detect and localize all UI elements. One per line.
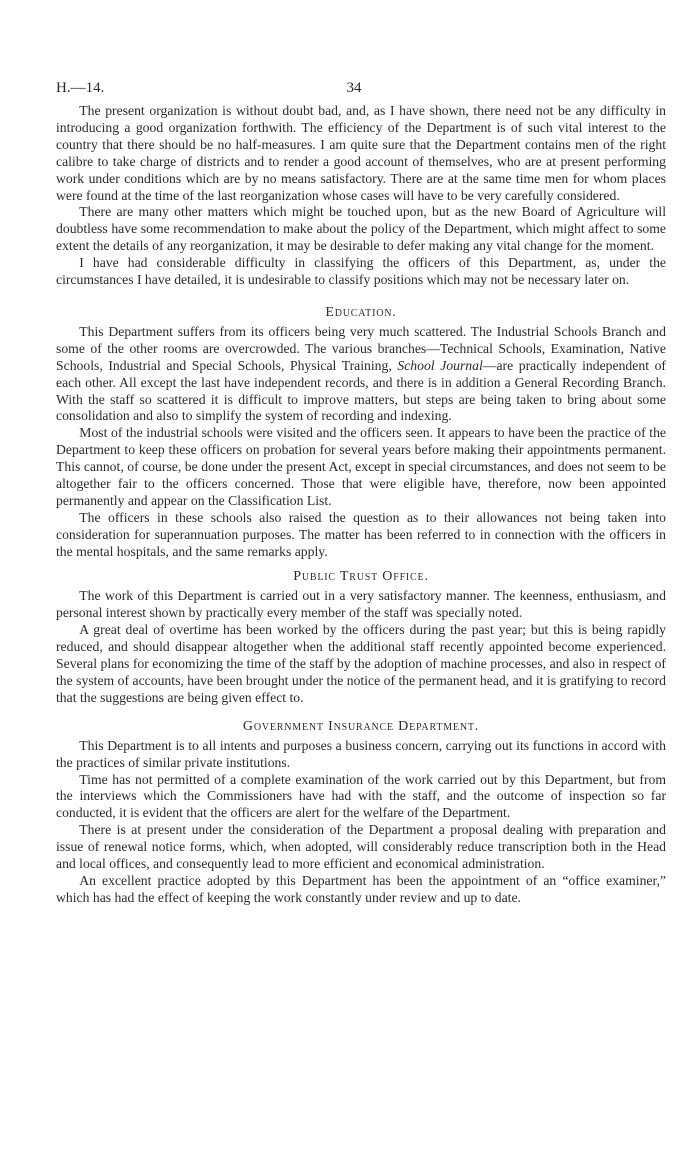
body-paragraph: An excellent practice adopted by this Department has been the appointment of an “office examiner,” which has had the effect of keeping the work constantly under review and up to date. — [56, 872, 666, 905]
section-heading-public-trust: Public Trust Office. — [293, 568, 429, 584]
body-paragraph: The officers in these schools also raised the question as to their allowances not being taken into consideration for superannuation purposes. The matter has been referred to in connection with the officers in the mental hospitals, and the same remarks apply. — [56, 509, 666, 559]
body-paragraph — [56, 324, 666, 425]
document-reference: H.—14. — [56, 80, 105, 96]
education-section — [56, 305, 666, 561]
agriculture-conclusion-section — [56, 103, 666, 289]
body-paragraph: There is at present under the consideration of the Department a proposal dealing with preparation and issue of renewal notice forms, which, when adopted, will considerably reduce transcription both in the Head and local offices, and consequently lead to more efficient and economical administration. — [56, 822, 666, 872]
body-paragraph: The work of this Department is carried out in a very satisfactory manner. The keenness, enthusiasm, and personal interest shown by practically every member of the staff was specially noted. — [56, 588, 666, 621]
page-body — [56, 103, 666, 907]
section-heading-education: Education. — [325, 304, 397, 320]
page-number: 34 — [346, 80, 362, 96]
page-header — [56, 80, 652, 100]
insurance-section — [56, 719, 666, 907]
body-paragraph: I have had considerable difficulty in classifying the officers of this Department, as, under the circumstances I have detailed, it is undesirable to classify positions which may not be necessary later on. — [56, 255, 666, 288]
body-paragraph: Most of the industrial schools were visited and the officers seen. It appears to have been the practice of the Department to keep these officers on probation for several years before making their appointments permanent. This cannot, of course, be done under the present Act, except in special circumstances, and does not seem to be altogether fair to the officers concerned. Those that were eligible have, therefore, now been appointed permanently and appear on the Classification List. — [56, 425, 666, 508]
italic-title: School Journal — [397, 357, 483, 373]
body-paragraph: Time has not permitted of a complete examination of the work carried out by this Department, but from the interviews which the Commissioners have had with the staff, and the outcome of inspection so far conducted, it is evident that the officers are alert for the welfare of the Department. — [56, 771, 666, 821]
paragraph-text: —are practically independent of each other. All except the last have independent records, and there is in addition a General Recording Branch. With the staff so scattered it is difficult to improve matters, but steps are being taken to bring about some consolidation and also to simplify the system of recording and indexing. — [56, 357, 666, 424]
section-heading-insurance: Government Insurance Department. — [242, 718, 480, 734]
body-paragraph: A great deal of overtime has been worked by the officers during the past year; but this is being rapidly reduced, and should disappear altogether when the additional staff recently appointed become experienced. Several plans for economizing the time of the staff by the adoption of machine processes, and also in respect of the system of accounts, have been brought under the notice of the permanent head, and it is gratifying to record that the suggestions are being given effect to. — [56, 622, 666, 705]
paragraph-text: This Department suffers from its officers being very much scattered. The Industrial Schools Branch and some of the other rooms are overcrowded. The various branches—Technical Schools, Examination, Native Schools, Industrial and Special Schools, Physical Training, — [56, 323, 666, 373]
body-paragraph: This Department is to all intents and purposes a business concern, carrying out its functions in accord with the practices of similar private institutions. — [56, 737, 666, 770]
public-trust-section — [56, 569, 666, 707]
body-paragraph: The present organization is without doubt bad, and, as I have shown, there need not be any difficulty in introducing a good organization forthwith. The efficiency of the Department is of such vital interest to the country that there should be no half-measures. I am quite sure that the Department contains men of the right calibre to take charge of districts and to render a good account of themselves, who are at present performing work under conditions which are by no means satisfactory. There are at the same time men for whom places were found at the time of the last reorganization whose cases will have to be very carefully considered. — [56, 103, 666, 203]
body-paragraph: There are many other matters which might be touched upon, but as the new Board of Agriculture will doubtless have some recommendation to make about the policy of the Department, which might affect to some extent the details of any reorganization, it may be desirable to defer making any vital change for the moment. — [56, 204, 666, 254]
